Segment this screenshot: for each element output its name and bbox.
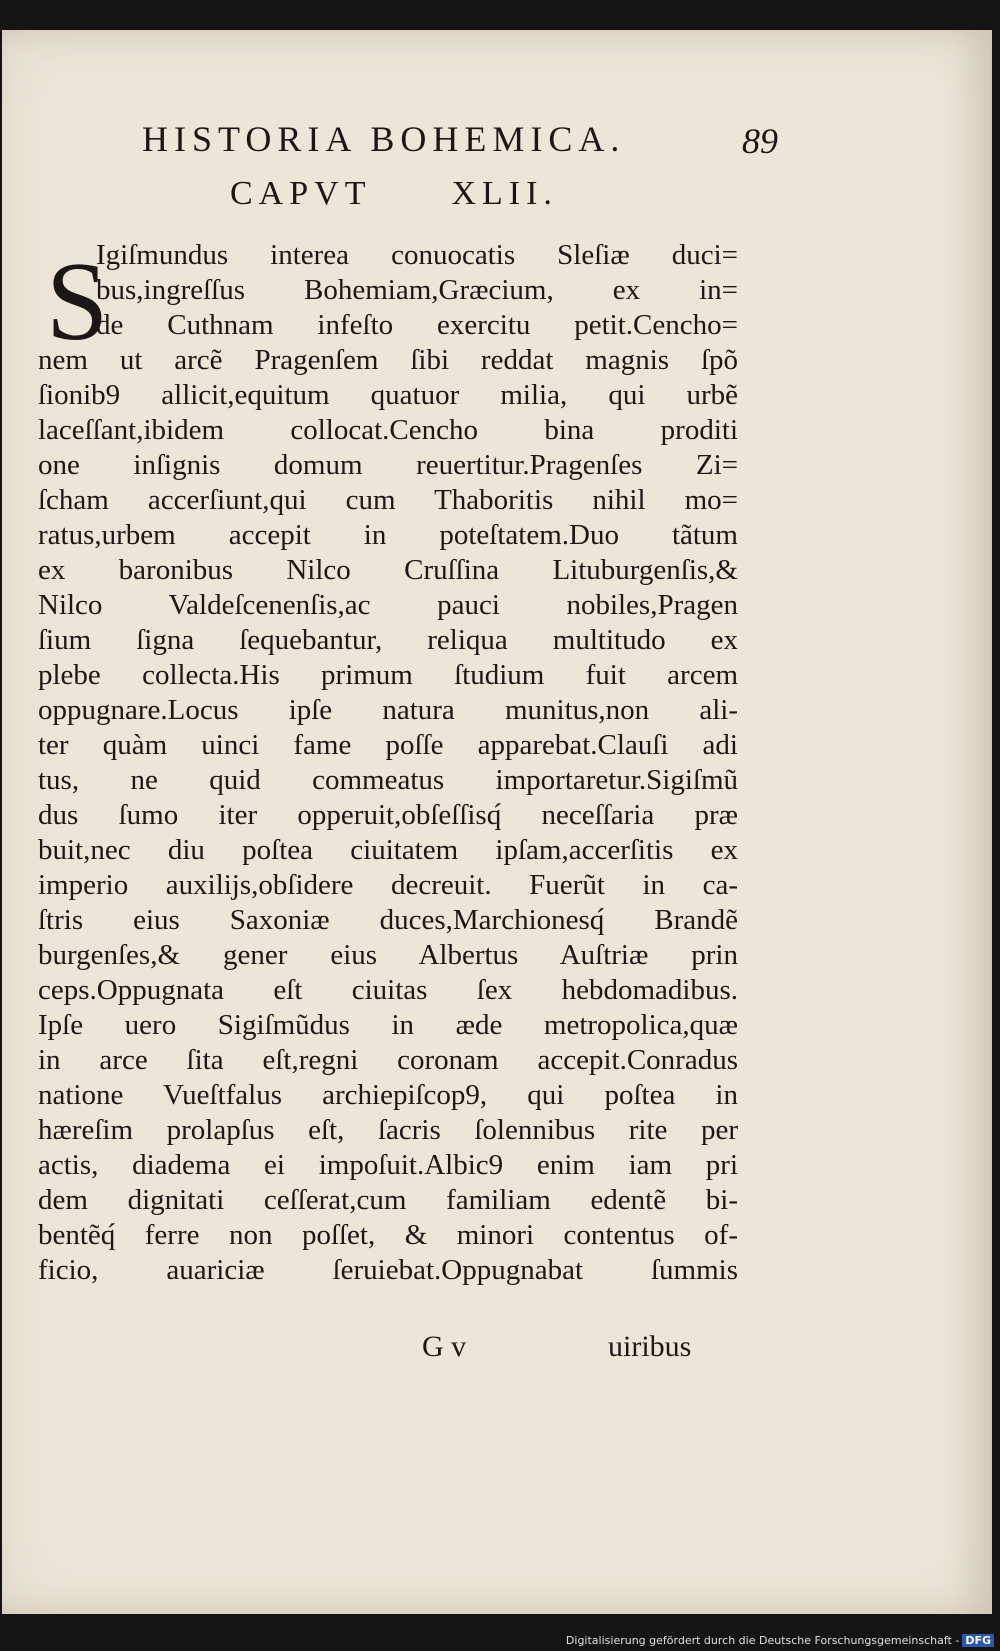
text-line: ſium ſigna ſequebantur, reliqua multitudo ex	[38, 624, 738, 656]
text-line: natione Vueſtfalus archiepiſcop9, qui poſtea in	[38, 1079, 738, 1111]
chapter-label: CAPVT	[230, 175, 372, 212]
running-title: HISTORIA BOHEMICA.	[142, 119, 626, 159]
text-line: Ipſe uero Sigiſmũdus in æde metropolica,quæ	[38, 1009, 738, 1041]
text-line: bentẽq́ ferre non poſſet, & minori contentus of-	[38, 1219, 738, 1251]
text-line: imperio auxilijs,obſidere decreuit. Fuerũt in ca-	[38, 869, 738, 901]
text-line: oppugnare.Locus ipſe natura munitus,non ali-	[38, 694, 738, 726]
drop-cap: S	[46, 240, 109, 364]
text-line: ex baronibus Nilco Cruſſina Lituburgenſis,&	[38, 554, 738, 586]
text-line: dem dignitati ceſſerat,cum familiam edentẽ bi-	[38, 1184, 738, 1216]
text-line: Igiſmundus interea conuocatis Sleſiæ duci=	[96, 239, 738, 271]
page-number: 89	[742, 121, 778, 161]
text-line: ficio, auariciæ ſeruiebat.Oppugnabat ſummis	[38, 1254, 738, 1286]
text-line: plebe collecta.His primum ſtudium fuit arcem	[38, 659, 738, 691]
text-line: Nilco Valdeſcenenſis,ac pauci nobiles,Pragen	[38, 589, 738, 621]
text-line: tus, ne quid commeatus importaretur.Sigiſmũ	[38, 764, 738, 796]
text-line: one inſignis domum reuertitur.Pragenſes Zi=	[38, 449, 738, 481]
chapter-heading	[230, 175, 558, 213]
book-page	[2, 30, 992, 1614]
text-line: bus,ingreſſus Bohemiam,Græcium, ex in=	[96, 274, 738, 306]
text-line: ter quàm uinci fame poſſe apparebat.Clauſi adi	[38, 729, 738, 761]
chapter-number: XLII.	[451, 175, 558, 212]
signature-mark: G v	[422, 1330, 467, 1363]
credit-text: Digitalisierung gefördert durch die Deutsche Forschungsgemeinschaft -	[565, 1634, 960, 1647]
dfg-logo: DFG	[962, 1634, 994, 1647]
text-line: ſionib9 allicit,equitum quatuor milia, qui urbẽ	[38, 379, 738, 411]
text-line: hæreſim prolapſus eſt, ſacris ſolennibus rite per	[38, 1114, 738, 1146]
text-line: de Cuthnam infeſto exercitu petit.Cencho=	[96, 309, 738, 341]
text-line: burgenſes,& gener eius Albertus Auſtriæ prin	[38, 939, 738, 971]
text-line: actis, diadema ei impoſuit.Albic9 enim iam pri	[38, 1149, 738, 1181]
text-line: buit,nec diu poſtea ciuitatem ipſam,accerſitis ex	[38, 834, 738, 866]
text-line: ſcham accerſiunt,qui cum Thaboritis nihil mo=	[38, 484, 738, 516]
text-line: ceps.Oppugnata eſt ciuitas ſex hebdomadibus.	[38, 974, 738, 1006]
text-line: nem ut arcẽ Pragenſem ſibi reddat magnis ſpõ	[38, 344, 738, 376]
text-line: in arce ſita eſt,regni coronam accepit.Conradus	[38, 1044, 738, 1076]
text-line: dus ſumo iter opperuit,obſeſſisq́ neceſſaria præ	[38, 799, 738, 831]
text-line: ratus,urbem accepit in poteſtatem.Duo tãtum	[38, 519, 738, 551]
catchword: uiribus	[608, 1330, 692, 1363]
digitization-credit	[566, 1634, 994, 1647]
text-block	[38, 238, 738, 1288]
text-line: ſtris eius Saxoniæ duces,Marchionesq́ Brandẽ	[38, 904, 738, 936]
text-line: laceſſant,ibidem collocat.Cencho bina proditi	[38, 414, 738, 446]
